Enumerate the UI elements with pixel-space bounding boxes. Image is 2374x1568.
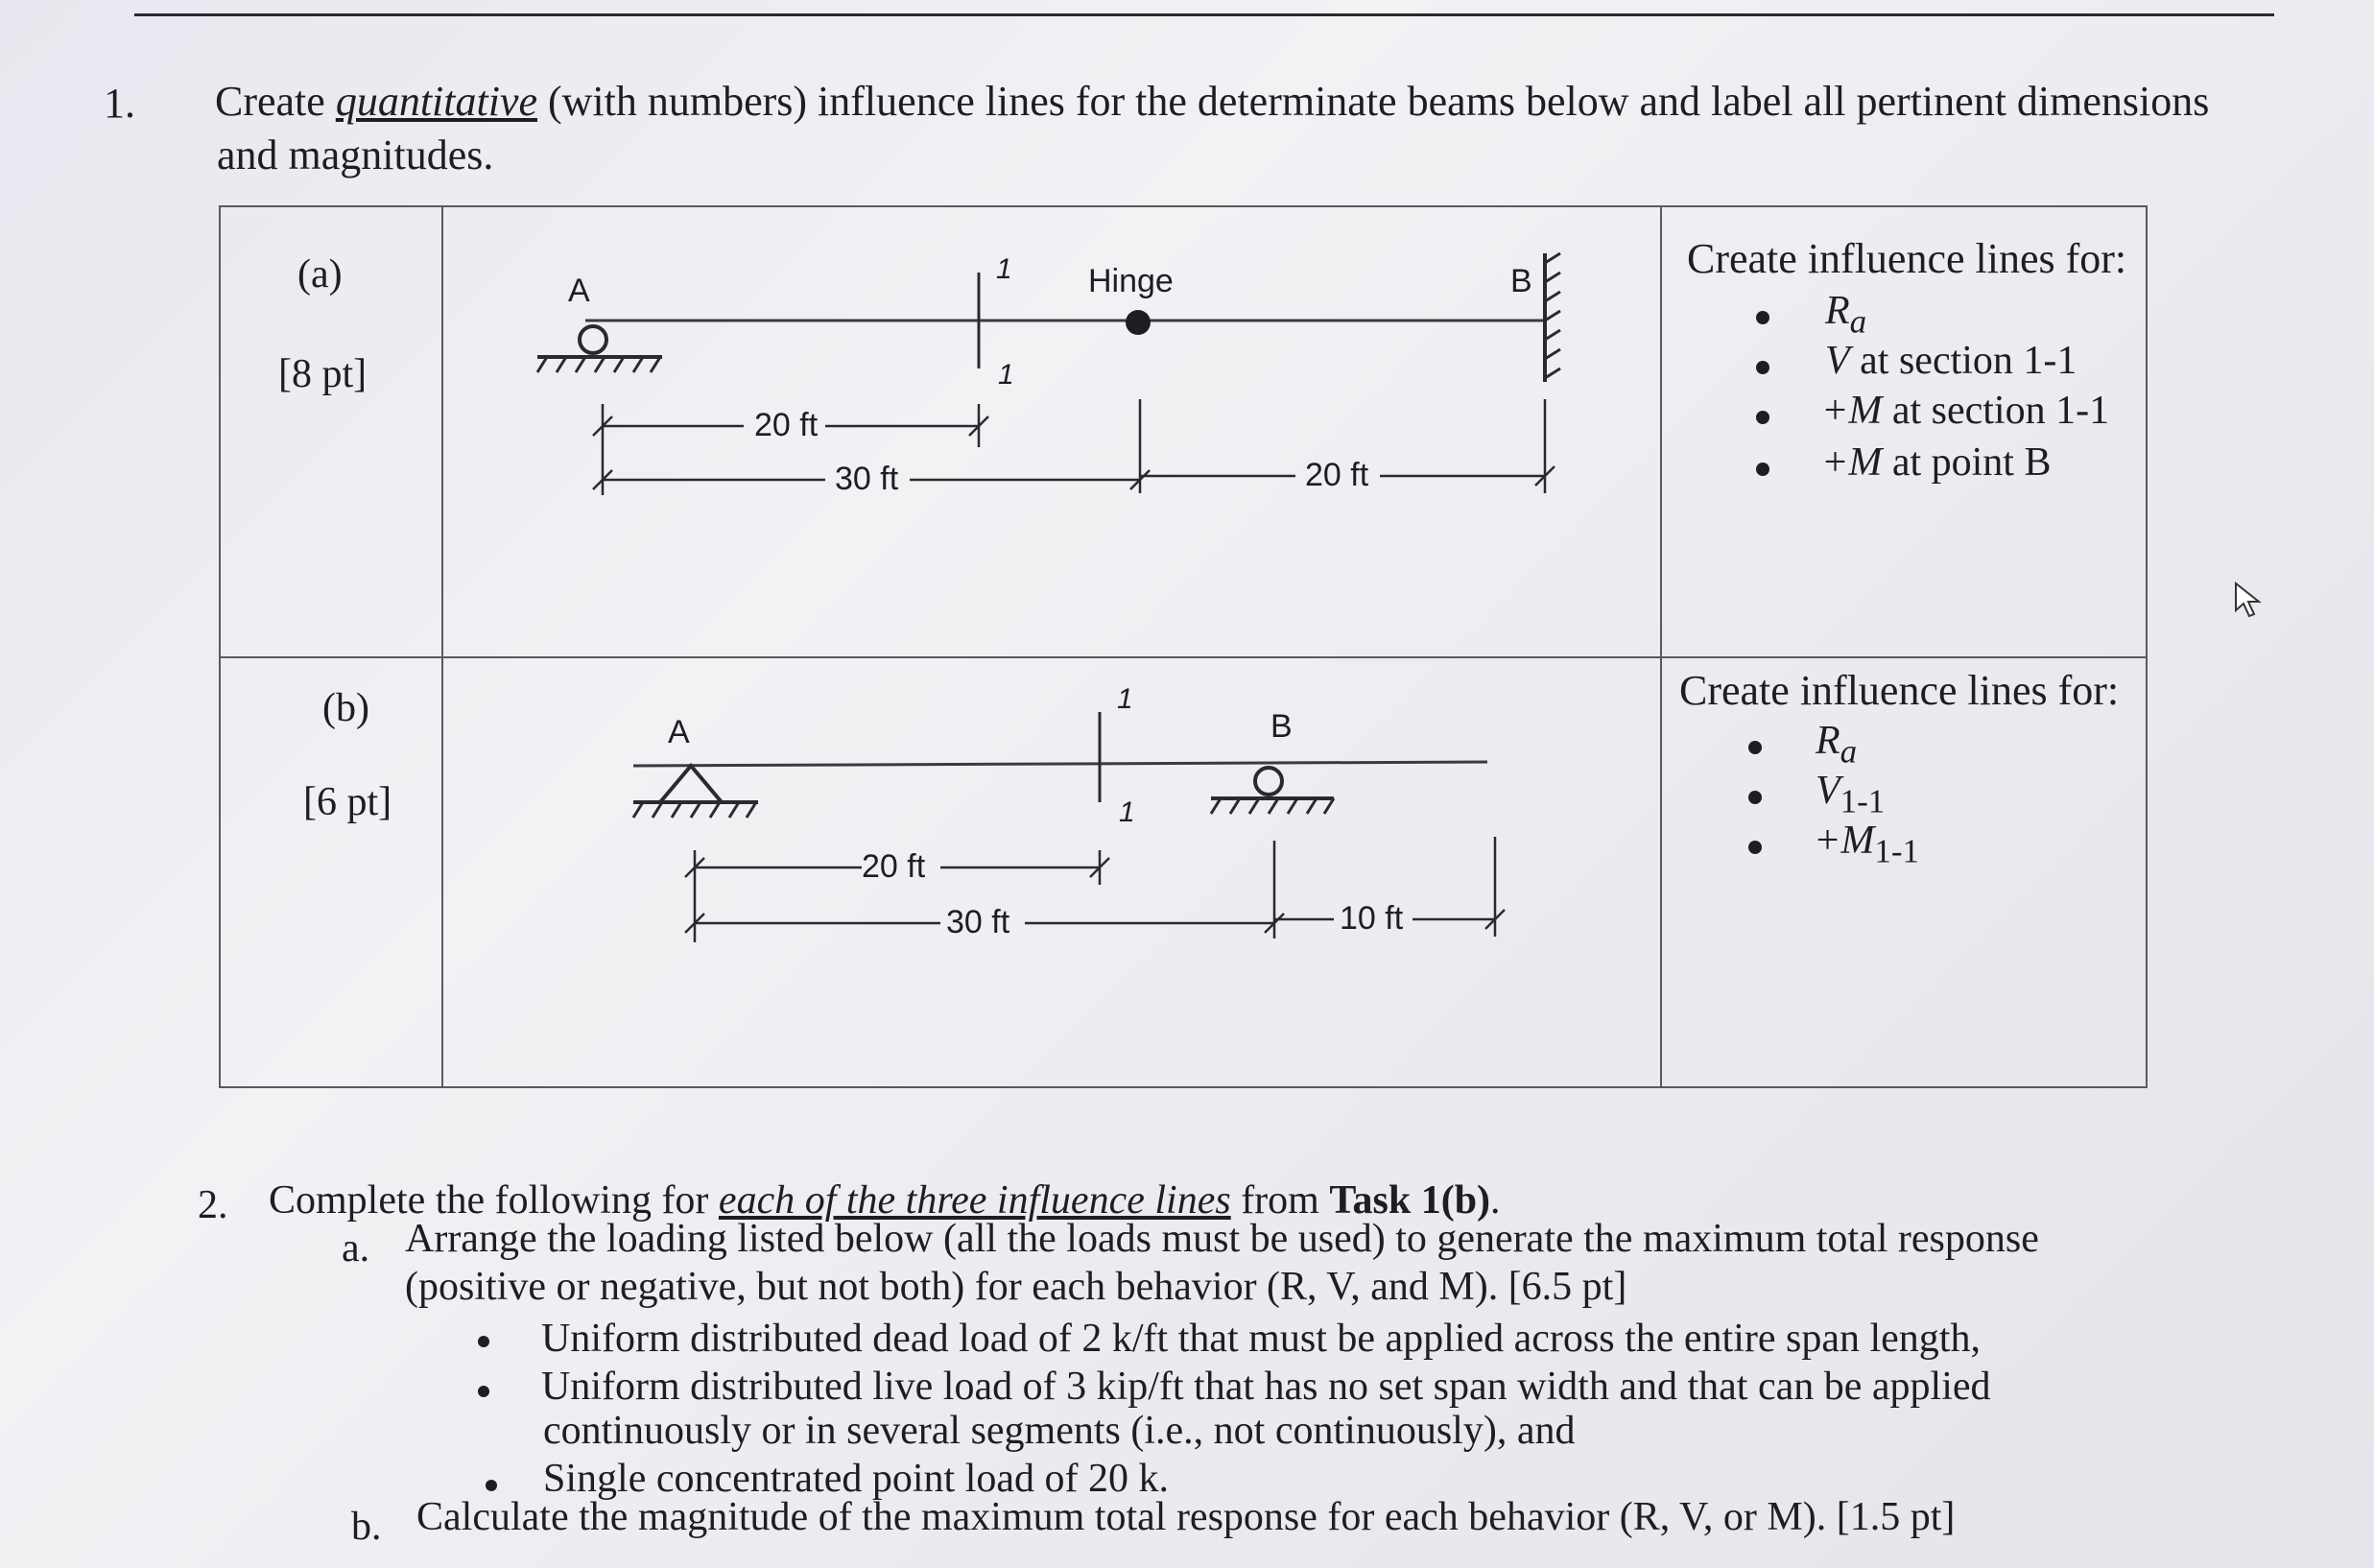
q2-bullet-2-cont: continuously or in several segments (i.e., not continuously), and [543, 1409, 1576, 1453]
q2-b-line: Calculate the magnitude of the maximum total response for each behavior (R, V, or M). [1.5 pt] [416, 1495, 1956, 1539]
beam-a-dim-30ft: 30 ft [835, 461, 899, 497]
beam-b-dim-30ft: 30 ft [946, 904, 1010, 940]
part-b-il-ra: $R_a$ [1816, 719, 1858, 771]
beam-a-diagram [441, 207, 1660, 654]
part-b-il-m11: $+M_{1-1}$ [1814, 819, 1919, 870]
q1-post: (with numbers) influence lines for the determinate beams below and label all pertinent dimensions [537, 78, 2210, 125]
bullet [1748, 741, 1762, 754]
beam-b-dim-20ft: 20 ft [862, 848, 926, 885]
q2-a-line2: (positive or negative, but not both) for each behavior (R, V, and M). [6.5 pt] [405, 1265, 1627, 1309]
bullet [1748, 841, 1762, 854]
roller-support-a [580, 326, 606, 353]
hinge-dot [1126, 310, 1151, 335]
bullet [1756, 463, 1769, 476]
beam-a-section-top: 1 [996, 253, 1012, 285]
beam-a-dim-20ft: 20 ft [754, 407, 819, 443]
part-a-il-title: Create influence lines for: [1687, 235, 2127, 282]
mouse-cursor-icon [2234, 582, 2263, 620]
q2-bullet-3: Single concentrated point load of 20 k. [543, 1457, 1170, 1501]
q1-underlined: quantitative [335, 78, 537, 125]
beam-a-label-hinge: Hinge [1088, 263, 1174, 299]
beam-b-section-top: 1 [1117, 683, 1133, 715]
beam-b-label-a: A [668, 714, 690, 750]
bullet [1756, 411, 1769, 424]
q2-number: 2. [198, 1183, 228, 1227]
bullet [478, 1336, 489, 1347]
beam-b-dim-10ft: 10 ft [1340, 900, 1404, 937]
beam-a-dim-20ft-right: 20 ft [1305, 457, 1369, 493]
q2-a-label: a. [342, 1226, 370, 1271]
part-b-il-v11: $V_{1-1}$ [1816, 769, 1886, 820]
bullet [1748, 791, 1762, 804]
q2-a-line1: Arrange the loading listed below (all the loads must be used) to generate the maximum total response [405, 1217, 2039, 1261]
bullet [478, 1386, 489, 1397]
part-a-points: [8 pt] [278, 352, 368, 396]
bullet [486, 1480, 497, 1491]
beam-a-section-bottom: 1 [998, 359, 1014, 391]
part-a-il-ra: $R_a$ [1825, 289, 1867, 341]
part-a-il-m11: +M at section 1-1 [1821, 389, 2110, 433]
bullet [1756, 361, 1769, 374]
q1-text-line2: and magnitudes. [217, 131, 494, 178]
beam-b-section-bottom: 1 [1119, 796, 1135, 828]
part-b-il-title: Create influence lines for: [1679, 667, 2120, 714]
col-divider-2 [1660, 205, 1662, 1088]
part-a-il-v: V at section 1-1 [1825, 339, 2077, 383]
q2-heading: Complete the following for each of the three influence lines from Task 1(b). [269, 1178, 1501, 1223]
part-a-label: (a) [297, 252, 343, 297]
q2-bullet-2: Uniform distributed live load of 3 kip/ft that has no set span width and that can be applied [541, 1365, 1991, 1409]
beam-b-diagram [441, 658, 1660, 1086]
q2-b-label: b. [351, 1505, 382, 1549]
beam-a-label-b: B [1510, 263, 1532, 299]
q2-bullet-1: Uniform distributed dead load of 2 k/ft that must be applied across the entire span length, [541, 1317, 1981, 1361]
part-b-points: [6 pt] [303, 780, 392, 824]
bullet [1756, 311, 1769, 324]
part-a-il-mb: +M at point B [1821, 440, 2052, 485]
q1-pre: Create [215, 78, 336, 125]
top-rule [134, 13, 2274, 16]
beam-a-label-a: A [568, 273, 590, 309]
roller-support-b [1255, 768, 1282, 795]
part-b-label: (b) [322, 686, 369, 730]
q1-text-line1 [215, 75, 2209, 129]
q1-number: 1. [104, 80, 135, 127]
beam-b-label-b: B [1270, 708, 1293, 745]
